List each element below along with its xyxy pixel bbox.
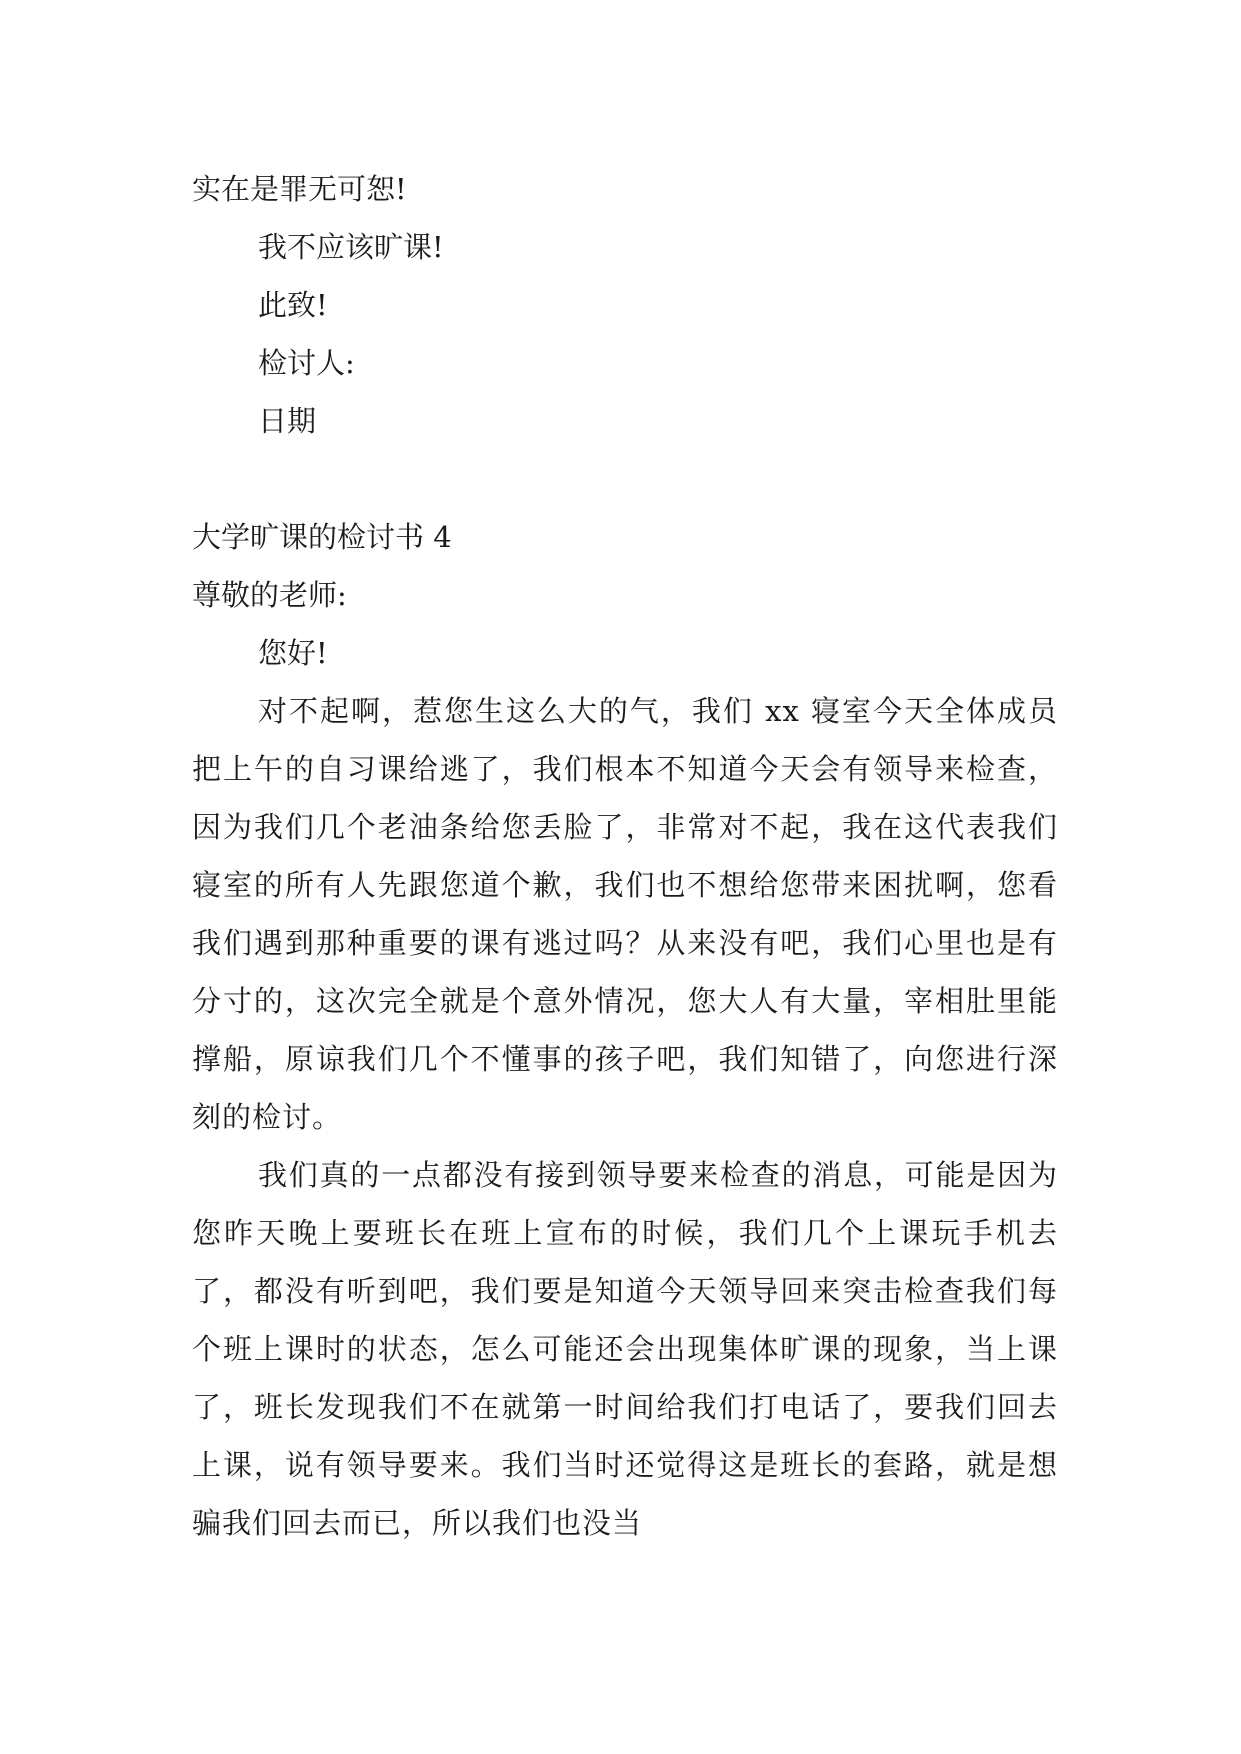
salutation: 尊敬的老师:: [192, 578, 347, 612]
text-line: 我不应该旷课!: [258, 230, 444, 264]
greeting: 您好!: [258, 636, 328, 670]
text-line: 实在是罪无可恕!: [192, 172, 407, 206]
document-page: [192, 160, 1058, 1552]
closing-line: 此致!: [258, 288, 328, 322]
paragraph: 我们真的一点都没有接到领导要来检查的消息，可能是因为您昨天晚上要班长在班上宣布的时候，我们几个上课玩手机去了，都没有听到吧，我们要是知道今天领导回来突击检查我们每个班上课时的状态，怎么可能还会出现集体旷课的现象，当上课了，班长发现我们不在就第一时间给我们打电话了，要我们回去上课，说有领导要来。我们当时还觉得这是班长的套路，就是想骗我们回去而已，所以我们也没当: [192, 1158, 1058, 1540]
signature-line: 检讨人:: [258, 346, 355, 380]
date-line: 日期: [258, 404, 317, 438]
section-heading: 大学旷课的检讨书 4: [192, 520, 452, 554]
paragraph: 对不起啊，惹您生这么大的气，我们 xx 寝室今天全体成员把上午的自习课给逃了，我们根本不知道今天会有领导来检查，因为我们几个老油条给您丢脸了，非常对不起，我在这代表我们寝室的所有人先跟您道个歉，我们也不想给您带来困扰啊，您看我们遇到那种重要的课有逃过吗？从来没有吧，我们心里也是有分寸的，这次完全就是个意外情况，您大人有大量，宰相肚里能撑船，原谅我们几个不懂事的孩子吧，我们知错了，向您进行深刻的检讨。: [192, 694, 1058, 1134]
body-text: [192, 682, 1058, 1552]
spacer: [192, 450, 1058, 508]
